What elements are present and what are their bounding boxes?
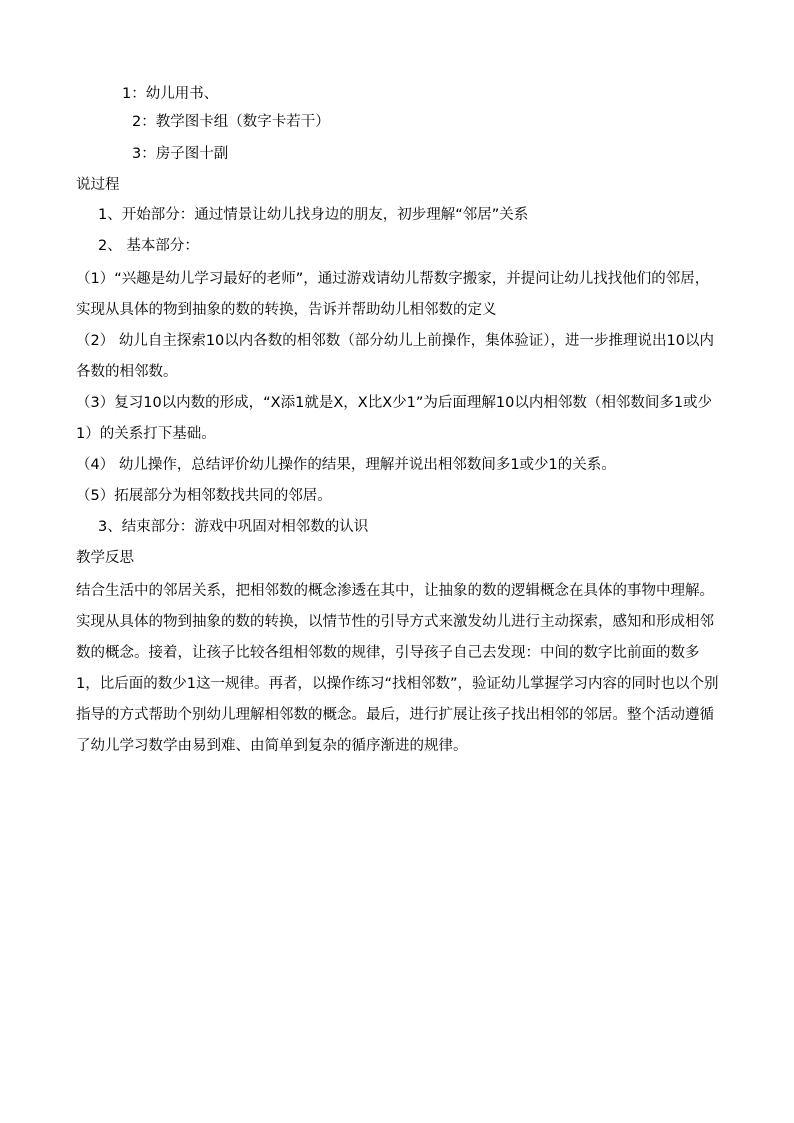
process-part-end: 3、结束部分：游戏中巩固对相邻数的认识 xyxy=(98,519,369,535)
reflection-body: 结合生活中的邻居关系，把相邻数的概念渗透在其中，让抽象的数的逻辑概念在具体的事物中理解。实现从具体的物到抽象的数的转换，以情节性的引导方式来激发幼儿进行主动探索，感知和形成相邻数的概念。接着，让孩子比较各组相邻数的规律，引导孩子自己去发现：中间的数字比前面的数多1，比后面的数少1这一规律。再者，以操作练习“找相邻数”，验证幼儿掌握学习内容的同时也以个别指导的方式帮助个别幼儿理解相邻数的概念。最后，进行扩展让孩子找出相邻的邻居。整个活动遵循了幼儿学习数学由易到难、由简单到复杂的循序渐进的规律。 xyxy=(76,583,719,754)
process-part-start: 1、开始部分：通过情景让幼儿找身边的朋友，初步理解“邻居”关系 xyxy=(98,207,529,223)
process-step: （4） 幼儿操作，总结评价幼儿操作的结果，理解并说出相邻数间多1或少1的关系。 xyxy=(76,457,616,473)
process-part-basic: 2、 基本部分： xyxy=(98,238,199,254)
process-step: （2） 幼儿自主探索10以内各数的相邻数（部分幼儿上前操作，集体验证），进一步推理说出10以内各数的相邻数。 xyxy=(76,333,714,380)
reflection-heading: 教学反思 xyxy=(76,550,134,566)
material-item: 3：房子图十副 xyxy=(132,146,229,162)
process-heading: 说过程 xyxy=(76,177,120,193)
process-step: （3）复习10以内数的形成，“X添1就是X，X比X少1”为后面理解10以内相邻数（相邻数间多1或少1）的关系打下基础。 xyxy=(76,395,713,442)
material-item: 1：幼儿用书、 xyxy=(122,86,219,102)
material-item: 2：教学图卡组（数字卡若干） xyxy=(132,114,330,130)
process-step: （5）拓展部分为相邻数找共同的邻居。 xyxy=(76,488,332,504)
process-step: （1）“兴趣是幼儿学习最好的老师”，通过游戏请幼儿帮数字搬家，并提问让幼儿找找他们的邻居，实现从具体的物到抽象的数的转换，告诉并帮助幼儿相邻数的定义 xyxy=(76,271,710,318)
